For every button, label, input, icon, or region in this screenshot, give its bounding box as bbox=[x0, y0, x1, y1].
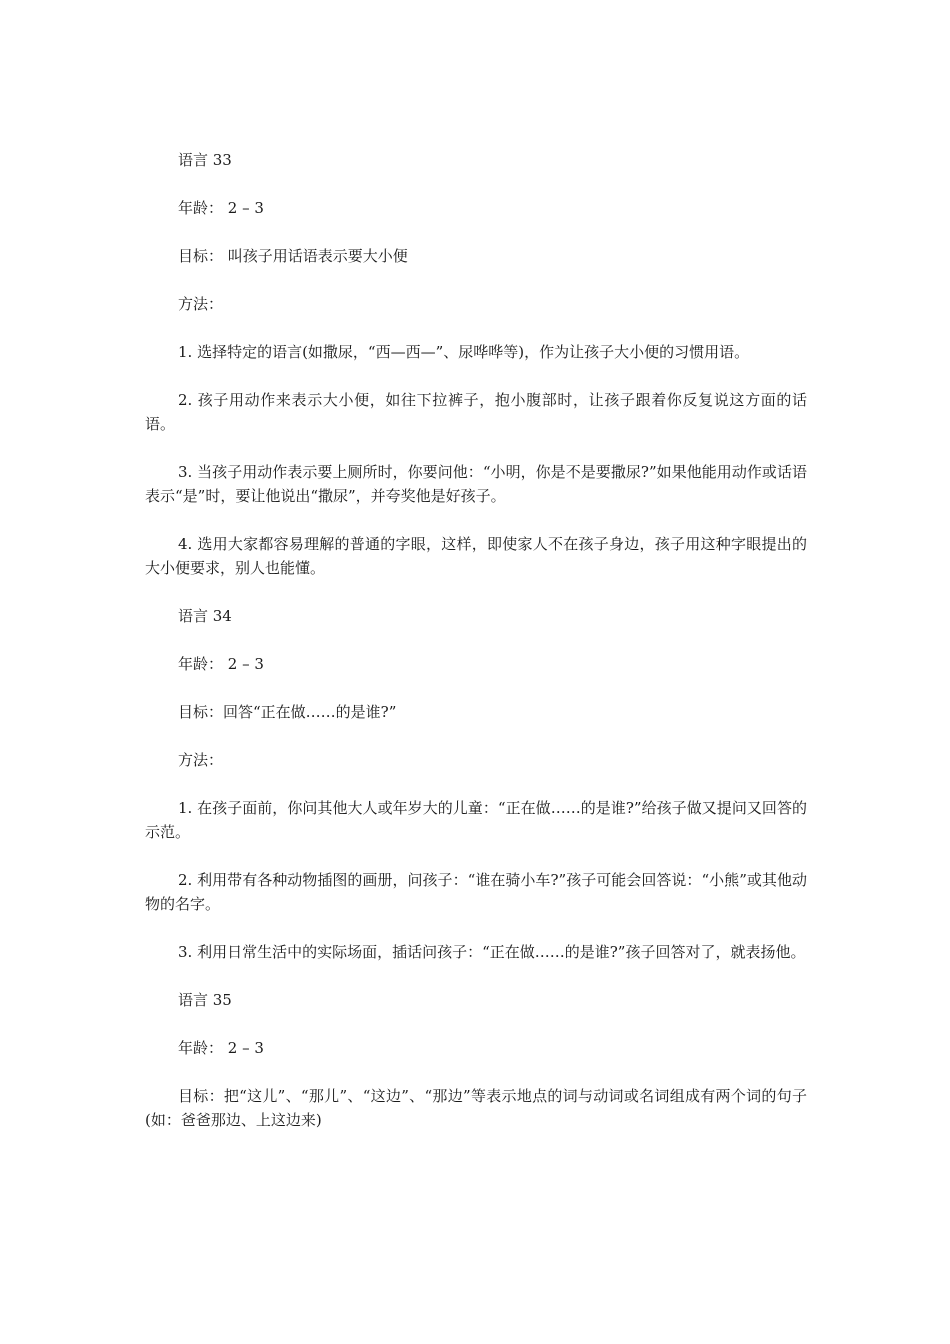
document-page bbox=[145, 148, 807, 1156]
age-line: 年龄： 2 – 3 bbox=[178, 199, 264, 217]
goal-line: 目标：把“这儿”、“那儿”、“这边”、“那边”等表示地点的词与动词或名词组成有两个词的句子(如：爸爸那边、上这边来) bbox=[145, 1087, 807, 1129]
age-line: 年龄： 2 – 3 bbox=[178, 655, 264, 673]
step-paragraph: 2. 利用带有各种动物插图的画册，问孩子：“谁在骑小车?”孩子可能会回答说：“小熊”或其他动物的名字。 bbox=[145, 871, 807, 913]
step-paragraph: 3. 利用日常生活中的实际场面，插话问孩子：“正在做……的是谁?”孩子回答对了，就表扬他。 bbox=[178, 943, 806, 961]
section-title: 语言 35 bbox=[178, 991, 232, 1009]
step-paragraph: 2. 孩子用动作来表示大小便，如往下拉裤子，抱小腹部时，让孩子跟着你反复说这方面的话语。 bbox=[145, 391, 807, 433]
method-label: 方法： bbox=[178, 295, 224, 313]
section-35 bbox=[145, 988, 807, 1132]
step-paragraph: 1. 选择特定的语言(如撒尿，“西—西—”、尿哗哗等)，作为让孩子大小便的习惯用语。 bbox=[178, 343, 750, 361]
section-34 bbox=[145, 604, 807, 964]
step-paragraph: 3. 当孩子用动作表示要上厕所时，你要问他：“小明，你是不是要撒尿?”如果他能用动作或话语表示“是”时，要让他说出“撒尿”，并夸奖他是好孩子。 bbox=[145, 463, 807, 505]
section-33 bbox=[145, 148, 807, 580]
goal-line: 目标：回答“正在做……的是谁?” bbox=[178, 703, 397, 721]
step-paragraph: 1. 在孩子面前，你问其他大人或年岁大的儿童：“正在做……的是谁?”给孩子做又提问又回答的示范。 bbox=[145, 799, 807, 841]
section-title: 语言 33 bbox=[178, 151, 232, 169]
section-title: 语言 34 bbox=[178, 607, 232, 625]
method-label: 方法： bbox=[178, 751, 224, 769]
age-line: 年龄： 2 – 3 bbox=[178, 1039, 264, 1057]
goal-line: 目标： 叫孩子用话语表示要大小便 bbox=[178, 247, 408, 265]
step-paragraph: 4. 选用大家都容易理解的普通的字眼，这样，即使家人不在孩子身边，孩子用这种字眼提出的大小便要求，别人也能懂。 bbox=[145, 535, 807, 577]
